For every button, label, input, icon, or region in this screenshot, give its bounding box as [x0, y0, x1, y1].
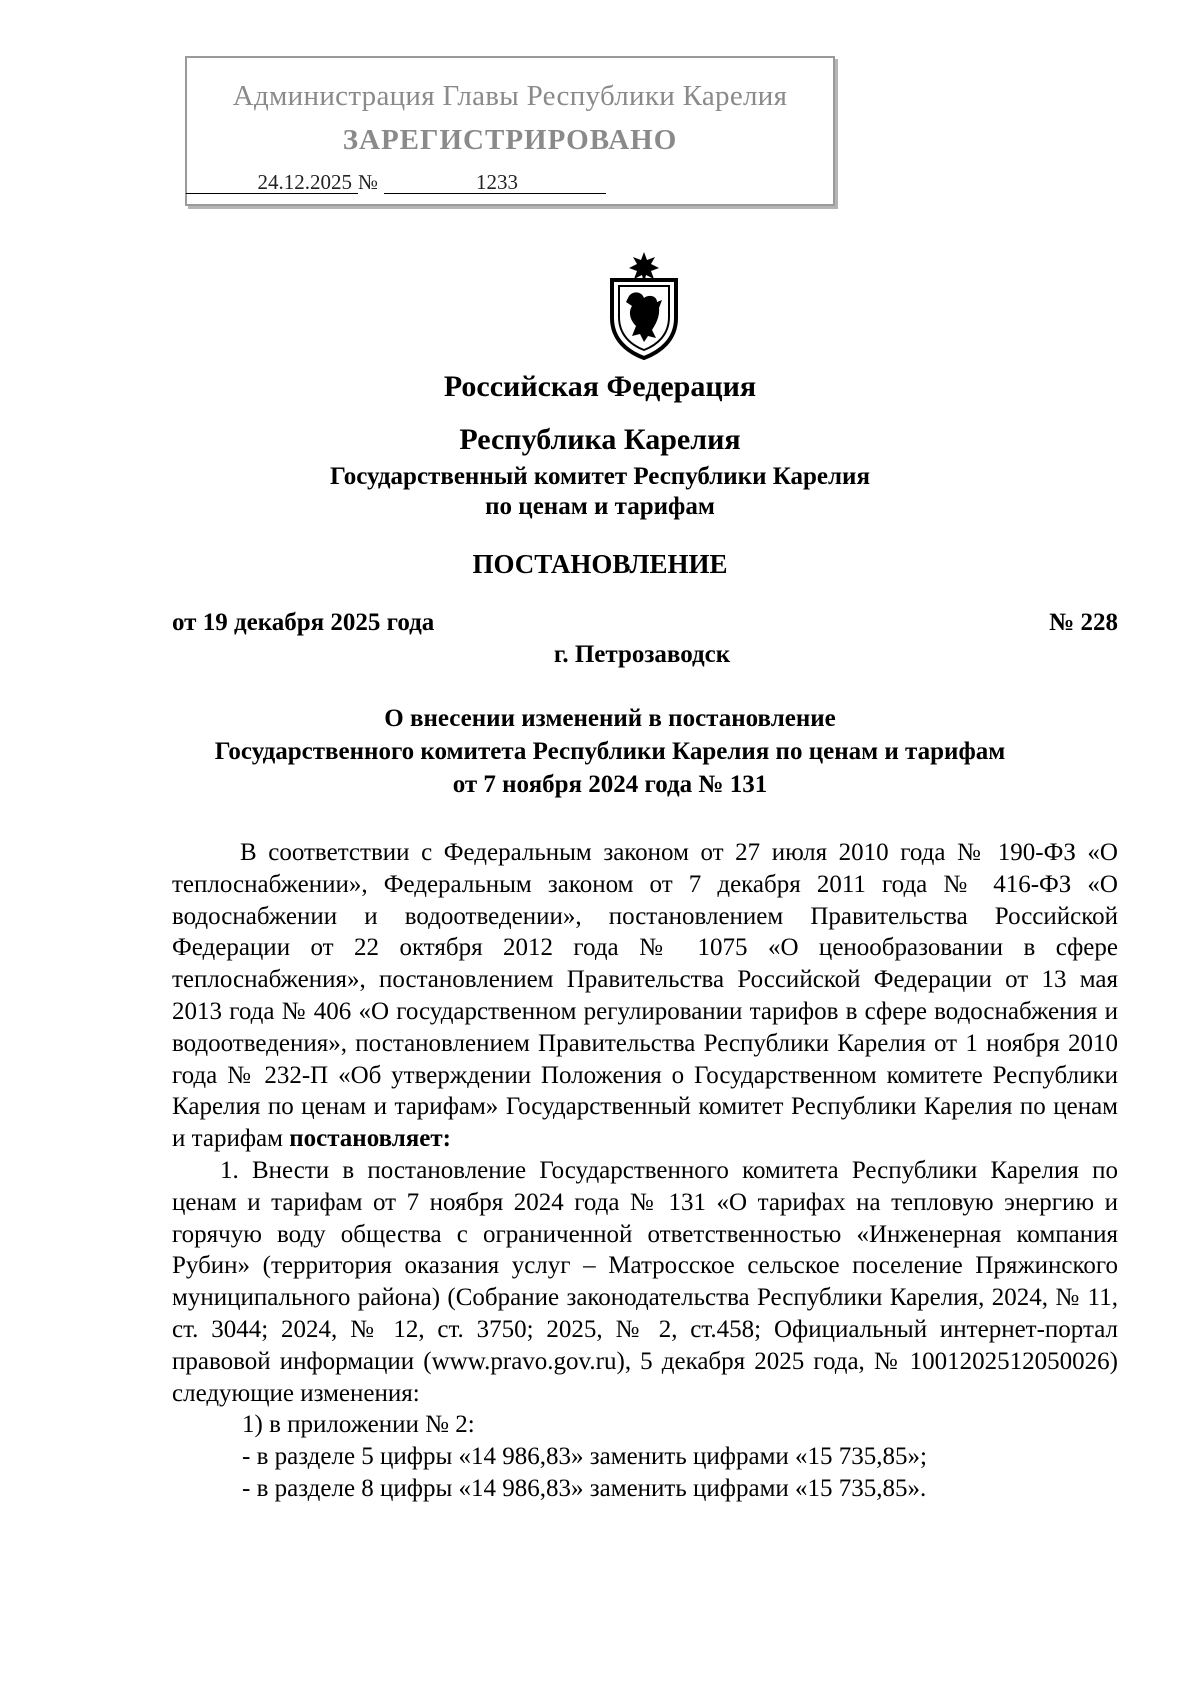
document-city: г. Петрозаводск	[553, 641, 731, 668]
stamp-date: 24.12.2025	[186, 170, 358, 194]
coat-of-arms-icon	[602, 250, 686, 360]
document-body	[172, 837, 1118, 1505]
change-item: - в разделе 5 цифры «14 986,83» заменить цифрами «15 735,85»;	[242, 1443, 927, 1471]
republic-heading: Республика Карелия	[459, 423, 741, 456]
sub-clause-1: 1) в приложении № 2:	[242, 1411, 475, 1439]
title-line: О внесении изменений в постановление	[384, 705, 836, 732]
preamble-paragraph	[172, 837, 1118, 1155]
document-date: от 19 декабря 2025 года	[172, 609, 435, 636]
stamp-status: ЗАРЕГИСТРИРОВАНО	[342, 124, 678, 156]
preamble-resolves: постановляет:	[289, 1125, 451, 1153]
title-line: Государственного комитета Республики Карелия по ценам и тарифам	[214, 738, 1006, 765]
title-line: от 7 ноября 2024 года № 131	[452, 771, 768, 798]
stamp-number: 1233	[384, 170, 606, 194]
country-heading: Российская Федерация	[443, 370, 757, 403]
change-item: - в разделе 8 цифры «14 986,83» заменить цифрами «15 735,85».	[242, 1474, 927, 1502]
preamble-text: В соответствии с Федеральным законом от 27 июля 2010 года № 190-ФЗ «О теплоснабжении», Федеральным законом от 7 декабря 2011 года № 416-ФЗ «О водоснабжении и водоотведении», постановлением Правительства Российской Федерации от 22 октября 2012 года № 1075 «О ценообразовании в сфере теплоснабжения», постановлением Правительства Российской Федерации от 13 мая 2013 года № 406 «О государственном регулировании тарифов в сфере водоснабжения и водоотведения», постановлением Правительства Республики Карелия от 1 ноября 2010 года № 232-П «Об утверждении Положения о Государственном комитете Республики Карелия по ценам и тарифам» Государственный комитет Республики Карелия по ценам и тарифам	[172, 839, 1118, 1153]
stamp-number-sign: №	[358, 170, 379, 194]
clause-1: 1. Внести в постановление Государственного комитета Республики Карелия по ценам и тарифам от 7 ноября 2024 года № 131 «О тарифах на тепловую энергию и горячую воду общества с ограниченной ответственностью «Инженерная компания Рубин» (территория оказания услуг – Матросское сельское поселение Пряжинского муниципального района) (Собрание законодательства Республики Карелия, 2024, № 11, ст. 3044; 2024, № 12, ст. 3750; 2025, № 2, ст.458; Официальный интернет-портал правовой информации (www.pravo.gov.ru), 5 декабря 2025 года, № 1001202512050026) следующие изменения:	[172, 1156, 1118, 1407]
document-number: № 228	[1049, 609, 1118, 636]
document-type: ПОСТАНОВЛЕНИЕ	[472, 549, 728, 579]
committee-heading-line2: по ценам и тарифам	[485, 493, 715, 520]
document-title	[140, 702, 1080, 801]
stamp-organization: Администрация Главы Республики Карелия	[232, 80, 788, 112]
committee-heading: Государственный комитет Республики Карелия	[330, 463, 870, 490]
